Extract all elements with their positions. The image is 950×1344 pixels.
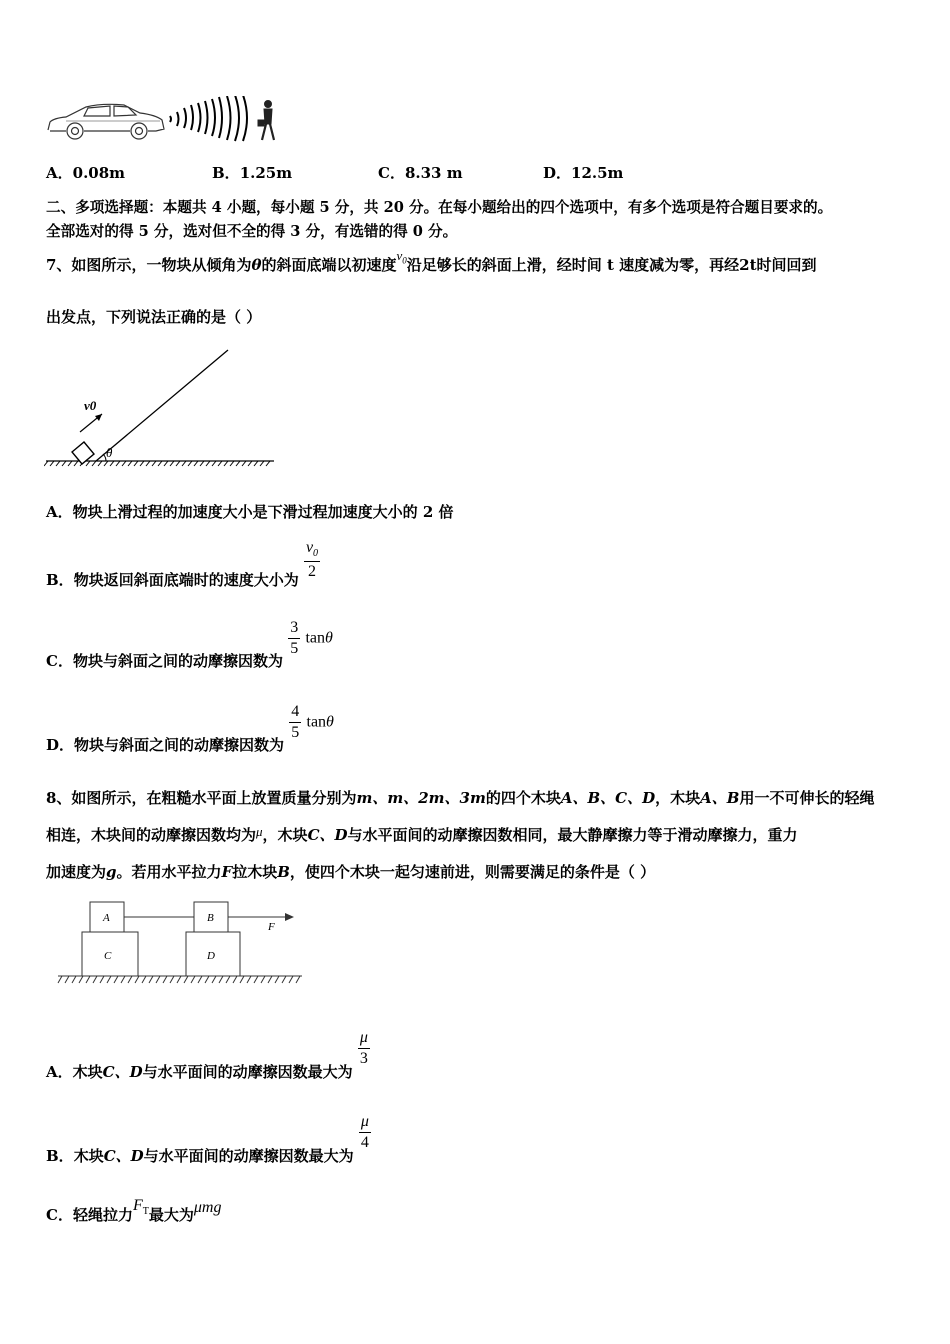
blocks-figure [56, 898, 304, 990]
q7-option-d: D．物块与斜面之间的动摩擦因数为 $\frac{4}{5}$ tanθ [46, 703, 334, 754]
incline-figure [44, 344, 276, 468]
q6-option-a: A．0.08m [46, 164, 126, 182]
ground-hatch [44, 461, 270, 466]
velocity-arrowhead [95, 414, 102, 421]
fraction-mu-over-3: $\frac{\mu}{3}$ [359, 1029, 368, 1067]
q7-stem-line2: 出发点，下列说法正确的是（ ） [46, 308, 262, 326]
label-b: B [207, 912, 214, 924]
fraction-v0-over-2: $\frac{v_0}{2}$ [305, 539, 319, 581]
q7-option-c: C．物块与斜面之间的动摩擦因数为 $\frac{3}{5}$ tanθ [46, 619, 333, 670]
label-c: C [104, 950, 112, 962]
car-icon [48, 104, 164, 139]
fraction-4-over-5: $\frac{4}{5}$ [291, 703, 300, 741]
theta-label: θ [106, 445, 113, 460]
q6-option-d: D．12.5m [543, 164, 624, 182]
q7-stem-line1: 7、如图所示，一物块从倾角为θ的斜面底端以初速度$v_0$沿足够长的斜面上滑，经时间 t 速度减为零，再经2t时间回到 [46, 248, 817, 274]
ground-hatch [58, 976, 300, 983]
q8-stem-line3: 加速度为g。若用水平拉力F拉木块B，使四个木块一起匀速前进，则需要满足的条件是（ ） [46, 863, 656, 881]
sound-waves-icon [170, 96, 247, 141]
q8-stem-line2: 相连，木块间的动摩擦因数均为μ，木块C、D与水平面间的动摩擦因数相同，最大静摩擦力等于滑动摩擦力，重力 [46, 824, 798, 844]
incline-surface [96, 350, 228, 461]
q8-option-b: B．木块C、D与水平面间的动摩擦因数最大为 $\frac{\mu}{4}$ [46, 1113, 369, 1165]
car-pedestrian-figure [44, 96, 284, 148]
q8-option-c: C．轻绳拉力$F_T$最大为μmg [46, 1197, 222, 1224]
label-d: D [207, 950, 215, 962]
v0-label: v0 [84, 398, 97, 413]
force-arrowhead [285, 913, 294, 921]
section2-line2: 全部选对的得 5 分，选对但不全的得 3 分，有选错的得 0 分。 [46, 223, 458, 240]
fraction-3-over-5: $\frac{3}{5}$ [290, 619, 299, 657]
pedestrian-icon [258, 101, 274, 141]
q8-option-a: A．木块C、D与水平面间的动摩擦因数最大为 $\frac{\mu}{3}$ [46, 1029, 368, 1081]
label-f: F [268, 921, 275, 933]
label-a: A [103, 912, 110, 924]
q7-option-a: A．物块上滑过程的加速度大小是下滑过程加速度大小的 2 倍 [46, 503, 454, 521]
fraction-mu-over-4: $\frac{\mu}{4}$ [360, 1113, 369, 1151]
q7-option-b: B．物块返回斜面底端时的速度大小为 $\frac{v_0}{2}$ [46, 539, 319, 590]
q8-stem-line1: 8、如图所示，在粗糙水平面上放置质量分别为m、m、2m、3m的四个木块A、B、C、D，木块A、B用一不可伸长的轻绳 [46, 789, 875, 807]
q6-option-b: B．1.25m [212, 164, 293, 182]
section2-line1: 二、多项选择题：本题共 4 小题，每小题 5 分，共 20 分。在每小题给出的四个选项中，有多个选项是符合题目要求的。 [46, 199, 833, 216]
q6-option-c: C．8.33 m [378, 164, 463, 182]
